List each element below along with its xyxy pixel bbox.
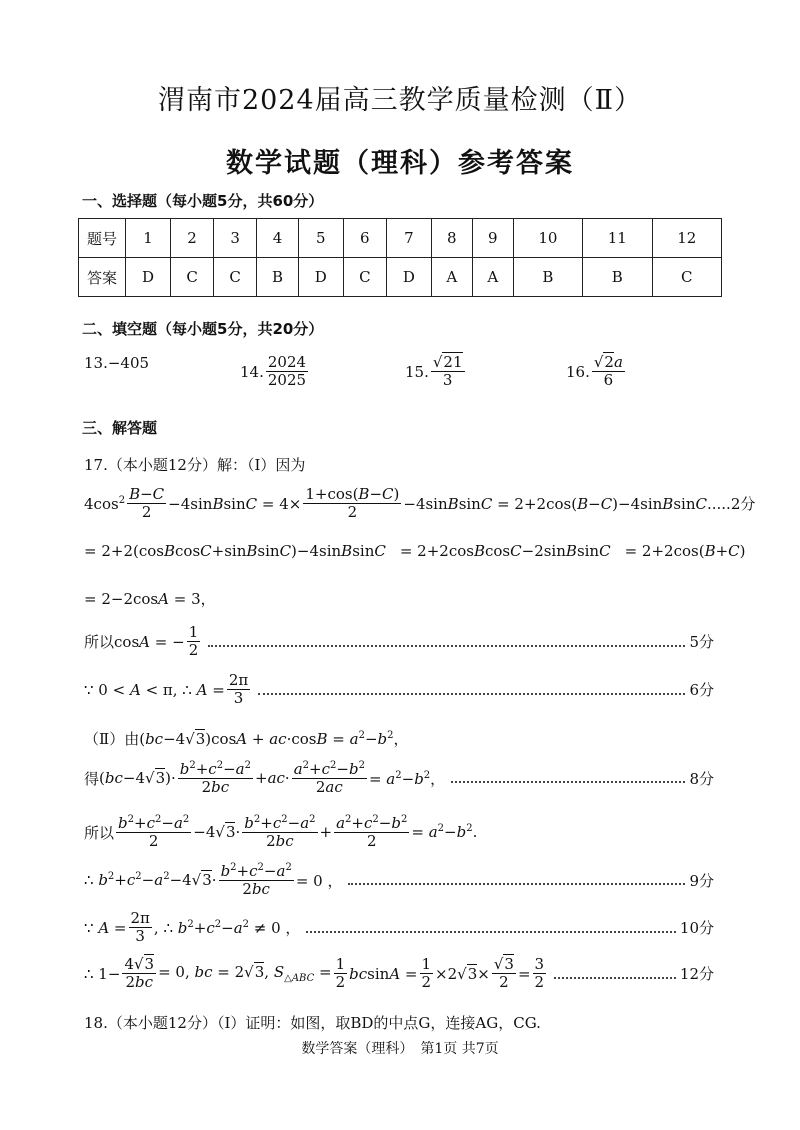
table-cell: 9 [472,219,513,258]
row-label-answer: 答案 [79,258,126,297]
formula-line-therefore: ∴ $b^2+c^2-a^2-4√3\cdot$ $\frac{b^2+c^2-a^2}{2bc}$ = 0 ， 9分 [84,862,714,899]
formula-line-so: 所以 $\frac{b^2+c^2-a^2}{2}$ −4√3· $\frac{b^2+c^2-a^2}{2bc}$ + $\frac{a^2+c^2-b^2}{2}$ = $a^2-b^2$. [84,814,478,851]
table-cell: 3 [214,219,257,258]
fill-answer-13: 13. −405 [84,354,150,372]
question-number-row [79,219,722,258]
choice-answer-table [78,218,722,297]
table-cell: D [386,258,431,297]
row-label-question: 题号 [79,219,126,258]
table-cell: C [171,258,214,297]
formula-line-because: ∵ A = $\frac{2\pi}{3}$ , ∴ $b^2+c^2-a^2 \ne 0$ ， 10分 [84,909,714,946]
table-cell: 12 [652,219,722,258]
table-cell: B [257,258,299,297]
fill-answer-15: 15. $\frac{√21}{3}$ [405,353,463,390]
table-cell: C [214,258,257,297]
table-cell: 1 [126,219,171,258]
table-cell: C [343,258,386,297]
table-cell: B [583,258,652,297]
formula-line-2: = 2+2(cosBcosC+sinBsinC)−4sinBsinC = 2+2cosBcosC−2sinBsinC = 2+2cos(B+C) [84,542,746,560]
document-subtitle: 数学试题（理科）参考答案 [226,148,574,179]
section-heading-solve: 三、解答题 [82,419,158,437]
table-cell: 11 [583,219,652,258]
table-cell: D [298,258,343,297]
formula-line-3: = 2−2cosA = 3， [84,590,216,608]
table-cell: B [513,258,582,297]
formula-line-1: $4\cos^2$ $\frac{B-C}{2}$ −4sinBsinC = 4× $\frac{1+\cos(B-C)}{2}$ −4sinBsinC = 2+2cos(B−C)−4sinBsinC .....2分 [84,485,756,522]
table-cell: 7 [386,219,431,258]
formula-line-part2: （Ⅱ）由 $(bc-4√3)\cos A + ac\cdot\cos B = a^2-b^2$， [84,730,409,748]
section-heading-choice: 一、选择题（每小题5分，共60分） [82,192,324,210]
fill-answer-16: 16. $\frac{√2a}{6}$ [566,353,623,390]
q18-intro: 18.（本小题12分）（Ⅰ）证明：如图，取BD的中点G，连接AG，CG. [84,1014,541,1032]
table-cell: 4 [257,219,299,258]
section-heading-fill: 二、填空题（每小题5分，共20分） [82,320,324,338]
table-cell: 8 [431,219,472,258]
formula-line-final: ∴ 1− $\frac{4√3}{2bc}$ = 0, bc = 2√3, $S_{\triangle ABC}$ = $\frac{1}{2}$ bcsinA = $\frac{1}{2}$ ×2√3× $\frac{√3}{2}$ = $\frac{3}{2}$ 12分 [84,955,714,992]
table-cell: A [472,258,513,297]
table-cell: 5 [298,219,343,258]
table-cell: 2 [171,219,214,258]
page-footer: 数学答案（理科） 第1页 共7页 [301,1041,499,1057]
table-cell: A [431,258,472,297]
fill-answer-14: 14. $\frac{2024}{2025}$ [240,353,307,390]
table-cell: C [652,258,722,297]
formula-line-A: ∵ 0 < A < π, ∴ A = $\frac{2\pi}{3}$ 6分 [84,671,714,708]
table-cell: 10 [513,219,582,258]
formula-line-cosA: 所以 cosA = − $\frac{1}{2}$ 5分 [84,623,714,660]
table-cell: D [126,258,171,297]
answer-row [79,258,722,297]
q17-intro: 17.（本小题12分）解：（Ⅰ）因为 [84,456,306,474]
table-cell: 6 [343,219,386,258]
formula-line-derived: 得 (bc−4√3)· $\frac{b^2+c^2-a^2}{2bc}$ +ac· $\frac{a^2+c^2-b^2}{2ac}$ = $a^2-b^2$， 8分 [84,760,714,797]
document-title: 渭南市2024届高三教学质量检测（Ⅱ） [157,85,643,116]
